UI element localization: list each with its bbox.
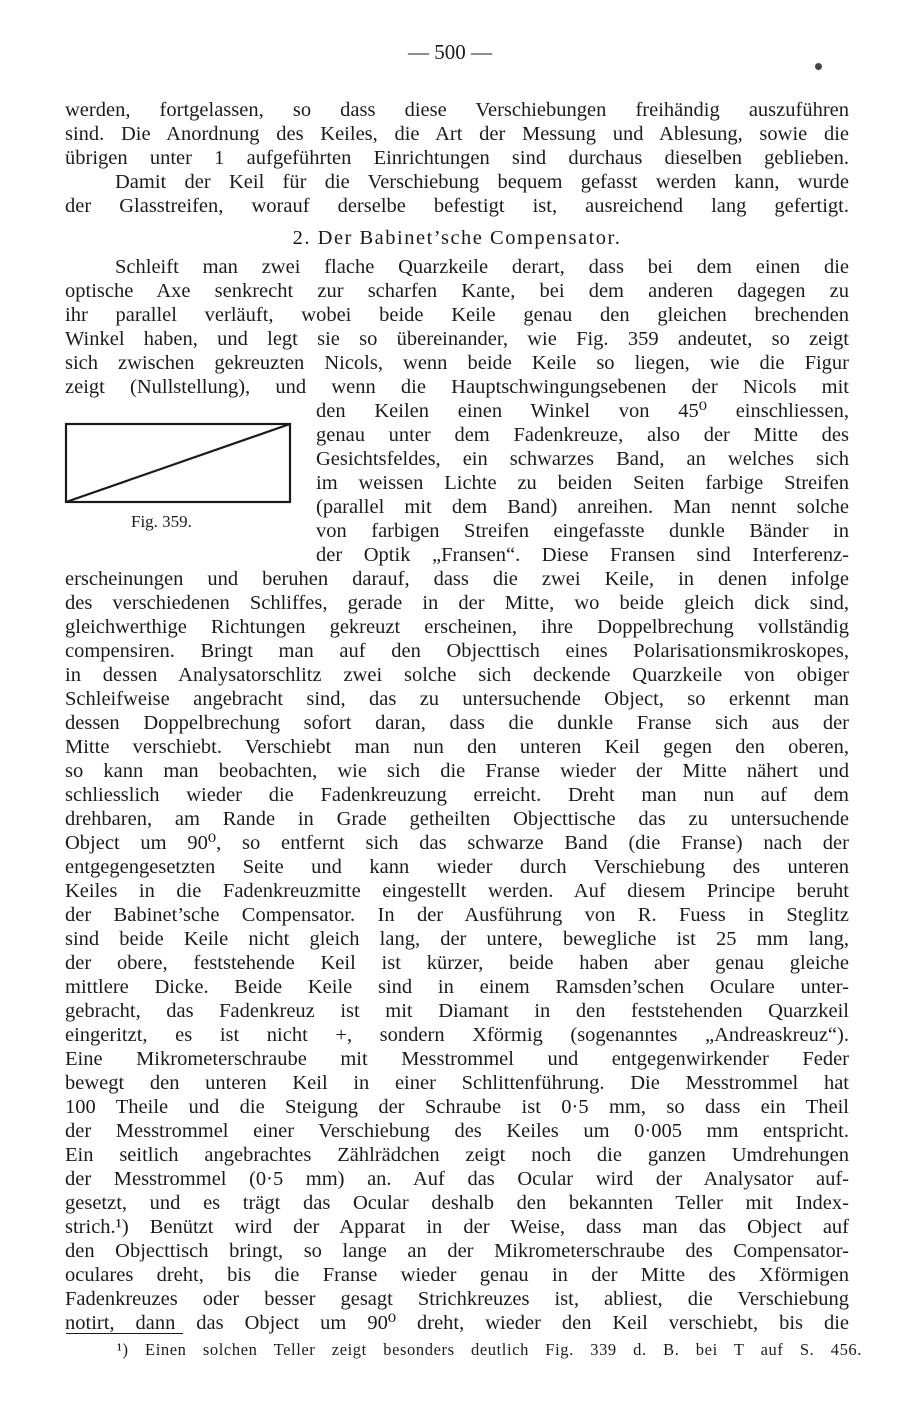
text-line: von farbigen Streifen eingefasste dunkle Bänder in: [316, 520, 849, 542]
page-number: — 500 —: [408, 40, 492, 64]
text-line: zeigt (Nullstellung), und wenn die Hauptschwingungsebenen der Nicols mit: [65, 376, 849, 398]
text-line: des verschiedenen Schliffes, gerade in der Mitte, wo beide gleich dick sind,: [65, 592, 849, 614]
text-line: Object um 90⁰, so entfernt sich das schwarze Band (die Franse) nach der: [65, 832, 849, 854]
text-line: Winkel haben, und legt sie so übereinander, wie Fig. 359 andeutet, so zeigt: [65, 328, 849, 350]
text-line: ihr parallel verläuft, wobei beide Keile genau den gleichen brechenden: [65, 304, 849, 326]
text-line: Damit der Keil für die Verschiebung bequem gefasst werden kann, wurde: [115, 171, 849, 193]
text-line: Ein seitlich angebrachtes Zählrädchen zeigt noch die ganzen Umdrehungen: [65, 1144, 849, 1166]
text-line: der Babinet’sche Compensator. In der Ausführung von R. Fuess in Steglitz: [65, 904, 849, 926]
text-line: (parallel mit dem Band) anreihen. Man nennt solche: [316, 496, 849, 518]
text-line: gleichwerthige Richtungen gekreuzt erscheinen, ihre Doppelbrechung vollständig: [65, 616, 849, 638]
text-line: optische Axe senkrecht zur scharfen Kante, bei dem anderen dagegen zu: [65, 280, 849, 302]
text-line: sind beide Keile nicht gleich lang, der untere, bewegliche ist 25 mm lang,: [65, 928, 849, 950]
text-line: mittlere Dicke. Beide Keile sind in einem Ramsden’schen Oculare unter-: [65, 976, 849, 998]
text-line: sich zwischen gekreuzten Nicols, wenn beide Keile so liegen, wie die Figur: [65, 352, 849, 374]
text-line: entgegengesetzten Seite und kann wieder durch Verschiebung des unteren: [65, 856, 849, 878]
text-line: werden, fortgelassen, so dass diese Verschiebungen freihändig auszuführen: [65, 99, 849, 121]
text-line: Schleifweise angebracht sind, das zu untersuchende Object, so erkennt man: [65, 688, 849, 710]
text-line: Mitte verschiebt. Verschiebt man nun den unteren Keil gegen den oberen,: [65, 736, 849, 758]
text-line: eingeritzt, es ist nicht +, sondern Xförmig (sogenanntes „Andreaskreuz“).: [65, 1024, 849, 1046]
text-line: strich.¹) Benützt wird der Apparat in der Weise, dass man das Object auf: [65, 1216, 849, 1238]
text-line: so kann man beobachten, wie sich die Franse wieder der Mitte nähert und: [65, 760, 849, 782]
text-line: compensiren. Bringt man auf den Objecttisch eines Polarisationsmikroskopes,: [65, 640, 849, 662]
text-line: im weissen Lichte zu beiden Seiten farbige Streifen: [316, 472, 849, 494]
text-line: notirt, dann das Object um 90⁰ dreht, wieder den Keil verschiebt, bis die: [65, 1312, 849, 1334]
text-line: der Messtrommel einer Verschiebung des Keiles um 0·005 mm entspricht.: [65, 1120, 849, 1142]
text-line: der obere, feststehende Keil ist kürzer, beide haben aber genau gleiche: [65, 952, 849, 974]
text-line: der Messtrommel (0·5 mm) an. Auf das Ocular wird der Analysator auf-: [65, 1168, 849, 1190]
text-line: in dessen Analysatorschlitz zwei solche sich deckende Quarzkeile von obiger: [65, 664, 849, 686]
figure-359-quartz-wedges: [64, 420, 292, 506]
text-line: Schleift man zwei flache Quarzkeile derart, dass bei dem einen die: [115, 256, 849, 278]
text-line: der Glasstreifen, worauf derselbe befestigt ist, ausreichend lang gefertigt.: [65, 195, 849, 217]
section-heading: 2. Der Babinet’sche Compensator.: [292, 227, 622, 249]
text-line: 100 Theile und die Steigung der Schraube ist 0·5 mm, so dass ein Theil: [65, 1096, 849, 1118]
text-line: den Objecttisch bringt, so lange an der Mikrometerschraube des Compensator-: [65, 1240, 849, 1262]
text-line: genau unter dem Fadenkreuze, also der Mitte des: [316, 424, 849, 446]
text-line: Fadenkreuzes oder besser gesagt Strichkreuzes ist, abliest, die Verschiebung: [65, 1288, 849, 1310]
text-line: erscheinungen und beruhen darauf, dass die zwei Keile, in denen infolge: [65, 568, 849, 590]
text-line: Keiles in die Fadenkreuzmitte eingestellt werden. Auf diesem Principe beruht: [65, 880, 849, 902]
text-line: bewegt den unteren Keil in einer Schlittenführung. Die Messtrommel hat: [65, 1072, 849, 1094]
footnote: ¹) Einen solchen Teller zeigt besonders deutlich Fig. 339 d. B. bei T auf S. 456.: [117, 1340, 862, 1359]
text-line: sind. Die Anordnung des Keiles, die Art der Messung und Ablesung, sowie die: [65, 123, 849, 145]
scan-speck: [815, 63, 822, 70]
footnote-rule: [66, 1333, 183, 1334]
text-line: schliesslich wieder die Fadenkreuzung erreicht. Dreht man nun auf dem: [65, 784, 849, 806]
figure-caption: Fig. 359.: [131, 512, 192, 531]
text-line: oculares dreht, bis die Franse wieder genau in der Mitte des Xförmigen: [65, 1264, 849, 1286]
text-line: drehbaren, am Rande in Grade getheilten Objecttische das zu untersuchende: [65, 808, 849, 830]
text-line: den Keilen einen Winkel von 45⁰ einschliessen,: [316, 400, 849, 422]
text-line: dessen Doppelbrechung sofort daran, dass die dunkle Franse sich aus der: [65, 712, 849, 734]
text-line: der Optik „Fransen“. Diese Fransen sind Interferenz-: [316, 544, 849, 566]
text-line: Eine Mikrometerschraube mit Messtrommel und entgegenwirkender Feder: [65, 1048, 849, 1070]
text-line: gebracht, das Fadenkreuz ist mit Diamant in den feststehenden Quarzkeil: [65, 1000, 849, 1022]
text-line: Gesichtsfeldes, ein schwarzes Band, an welches sich: [316, 448, 849, 470]
text-line: gesetzt, und es trägt das Ocular deshalb den bekannten Teller mit Index-: [65, 1192, 849, 1214]
text-line: übrigen unter 1 aufgeführten Einrichtungen sind durchaus dieselben geblieben.: [65, 147, 849, 169]
